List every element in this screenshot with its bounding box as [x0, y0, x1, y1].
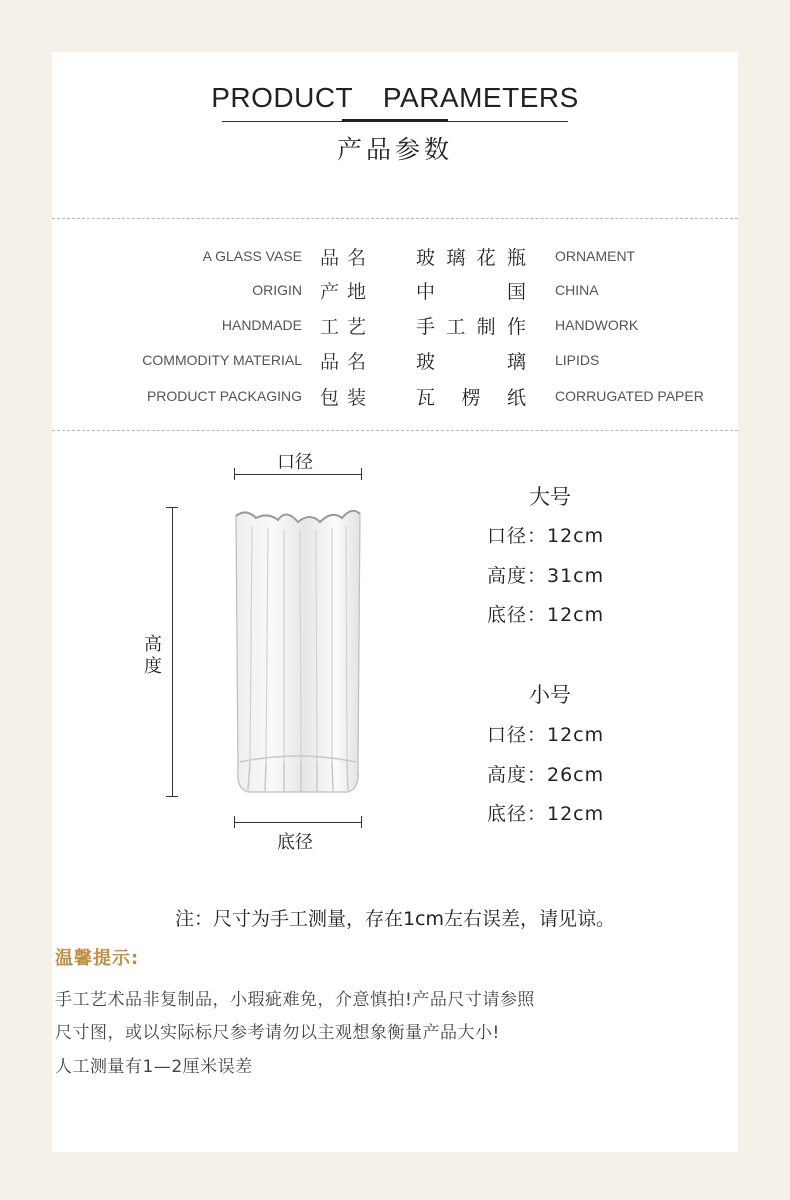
mouth-diameter-label: 口径	[277, 452, 313, 473]
base-dimension-line	[234, 822, 362, 823]
height-label-top: 高	[144, 634, 162, 655]
height-tick-bottom	[166, 796, 178, 797]
parameter-row	[52, 346, 738, 376]
parameter-value-char: 璃	[446, 247, 466, 269]
height-dimension-line	[172, 507, 173, 797]
parameter-chinese-value	[416, 383, 526, 410]
base-tick-right	[361, 816, 362, 828]
parameter-english-label: PRODUCT PACKAGING	[146, 388, 302, 404]
title-underline-accent	[342, 119, 448, 122]
parameter-chinese-label: 产地	[320, 281, 375, 303]
title-chinese: 产品参数	[336, 135, 453, 164]
parameter-english-label: COMMODITY MATERIAL	[142, 352, 302, 368]
parameter-value-char: 玻	[416, 351, 436, 373]
parameter-english-label: HANDMADE	[221, 317, 302, 333]
parameter-english-value: CHINA	[555, 282, 599, 298]
size-small-base: 底径：12cm	[487, 803, 605, 825]
size-large-title: 大号	[529, 485, 571, 509]
parameter-value-char: 楞	[461, 387, 481, 409]
parameter-chinese-value	[416, 347, 526, 374]
parameter-value-char: 制	[476, 316, 496, 338]
parameter-chinese-label: 包装	[320, 387, 375, 409]
parameter-row	[52, 276, 738, 306]
height-label-bottom: 度	[144, 656, 162, 677]
size-small-height: 高度：26cm	[487, 764, 605, 786]
parameter-chinese-label: 品名	[320, 247, 375, 269]
parameter-english-value: CORRUGATED PAPER	[555, 388, 704, 404]
dashed-divider-top	[52, 218, 738, 219]
tips-line-2: 尺寸图，或以实际标尺参考请勿以主观想象衡量产品大小!	[55, 1023, 500, 1043]
parameter-value-char: 中	[416, 281, 436, 303]
parameter-value-char: 手	[416, 316, 436, 338]
measurement-note: 注：尺寸为手工测量，存在1cm左右误差，请见谅。	[174, 908, 616, 930]
parameter-value-char: 纸	[506, 387, 526, 409]
mouth-dimension-line	[234, 474, 362, 475]
height-tick-top	[166, 507, 178, 508]
parameter-value-char: 花	[476, 247, 496, 269]
tips-line-1: 手工艺术品非复制品，小瑕疵难免，介意慎拍!产品尺寸请参照	[55, 990, 535, 1010]
parameter-english-value: ORNAMENT	[555, 248, 636, 264]
parameter-value-char: 瓦	[416, 387, 436, 409]
parameter-value-char: 瓶	[506, 247, 526, 269]
parameter-value-char: 工	[446, 316, 466, 338]
parameter-value-char: 玻	[416, 247, 436, 269]
mouth-tick-left	[234, 468, 235, 480]
dashed-divider-bottom	[52, 430, 738, 431]
parameter-value-char: 作	[506, 316, 526, 338]
parameter-english-label: ORIGIN	[252, 282, 302, 298]
parameter-chinese-value	[416, 243, 526, 270]
parameter-english-value: LIPIDS	[555, 352, 600, 368]
size-large-base: 底径：12cm	[487, 604, 605, 626]
tips-title: 温馨提示:	[55, 948, 140, 969]
title-english: PRODUCT PARAMETERS	[211, 82, 579, 113]
parameter-value-char: 国	[506, 281, 526, 303]
size-large-height: 高度：31cm	[487, 565, 605, 587]
size-small-mouth: 口径：12cm	[487, 724, 605, 746]
size-small-title: 小号	[529, 683, 571, 707]
tips-line-3: 人工测量有1—2厘米误差	[55, 1057, 253, 1077]
parameter-chinese-label: 品名	[320, 351, 375, 373]
parameter-chinese-label: 工艺	[320, 316, 375, 338]
base-tick-left	[234, 816, 235, 828]
parameter-row	[52, 242, 738, 272]
glass-vase-illustration	[228, 500, 368, 800]
parameter-value-char: 璃	[506, 351, 526, 373]
parameter-english-label: A GLASS VASE	[202, 248, 302, 264]
parameter-row	[52, 382, 738, 412]
parameter-chinese-value	[416, 277, 526, 304]
parameter-chinese-value	[416, 312, 526, 339]
mouth-tick-right	[361, 468, 362, 480]
base-diameter-label: 底径	[277, 832, 313, 853]
size-large-mouth: 口径：12cm	[487, 525, 605, 547]
parameter-english-value: HANDWORK	[555, 317, 639, 333]
parameter-row	[52, 311, 738, 341]
